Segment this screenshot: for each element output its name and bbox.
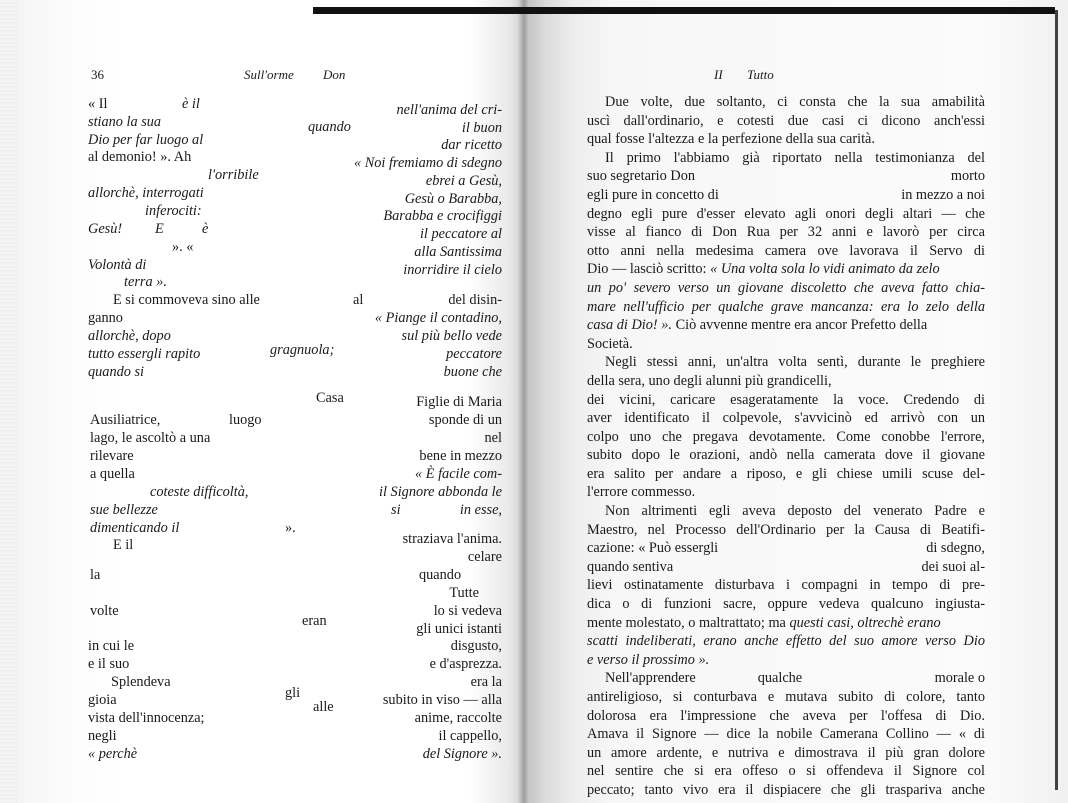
left-text-line: bene in mezzo [419,448,502,464]
left-text-line: subito in viso — alla [382,692,502,708]
body-line: Negli stessi anni, un'altra volta sentì, durante le preghiere [605,354,985,371]
body-line: visse al fianco di Don Rua per 32 anni e lavorò per circa [587,224,985,241]
left-text-line: il Signore abbonda le [379,484,502,500]
left-text-line: E il [113,537,134,553]
body-line: antireligioso, si conturbava e mutava subito di colore, tanto [587,689,985,705]
body-line: Società. [587,335,633,352]
left-text-line: inorridire il cielo [403,262,502,278]
body-line: l'errore commesso. [587,484,696,501]
body-line: dei vicini, caricare esageratamente la voce. Credendo di [587,391,985,408]
left-text-line: buone che [443,364,502,380]
left-text-line: è il [182,96,200,112]
left-text-line: allorchè, dopo [88,328,171,344]
body-line: scatti indeliberati, erano anche effetto del suo amore verso Dio [587,633,985,650]
left-text-line: nell'anima del cri- [396,102,502,118]
left-text-line: nel [484,430,502,446]
left-text-line: « Il [88,96,108,112]
left-text-line: del Signore ». [422,746,502,762]
scan-top-border [313,7,1055,14]
left-text-line: E si commoveva sino alle [113,292,260,308]
left-text-line: « Piange il contadino, [374,310,502,326]
left-text-line: lago, le ascoltò a una [90,430,211,446]
body-line: Il primo l'abbiamo già riportato nella testimonianza del [605,149,985,166]
body-line: della sera, uno degli alunni più grandicelli, [587,372,832,389]
body-line: Maestro, nel Processo dell'Ordinario per la Causa di Beatifi- [587,521,985,538]
left-text-line: luogo [229,412,262,428]
left-text-line: Volontà di [88,257,147,273]
left-text-line: gioia [88,692,117,708]
left-text-line: del disin- [448,292,502,308]
body-line: cazione: « Può essergli di sdegno, [587,540,985,557]
left-text-line: alle [313,699,334,715]
left-text-line: in esse, [459,502,502,518]
body-line: suo segretario Don morto [587,168,985,185]
left-text-line: il peccatore al [419,226,502,242]
left-text-line: era la [470,674,502,690]
body-line: un po' severo verso un giovane discoletto che aveva fatto chia- [587,279,985,296]
body-line: egli pure in concetto di in mezzo a noi [587,186,985,203]
left-text-line: a quella [90,466,135,482]
left-text-line: sponde di un [428,412,502,428]
right-running-head-1: II [714,67,723,82]
left-text-line: il cappello, [438,728,502,744]
left-text-line: inferociti: [145,203,202,219]
left-text-line: negli [88,728,117,744]
left-text-line: quando si [88,364,145,380]
body-line: quando sentiva dei suoi al- [587,558,985,575]
left-text-line: rilevare [90,448,134,464]
left-text-line: « È facile com- [415,466,502,482]
body-line: dica o di funzioni sacre, oppure vedeva qualcuno ingiusta- [587,596,985,613]
body-line: qual fosse l'altezza e la perfezione della sua carità. [587,131,875,148]
left-text-line: terra ». [124,274,167,290]
left-text-line: celare [467,549,502,565]
left-text-line: disgusto, [450,638,502,654]
left-text-line: ebrei a Gesù, [425,173,502,189]
right-running-head-2: Tutto [747,67,774,82]
left-text-line: e d'asprezza. [429,656,502,672]
left-text-line: ». « [172,239,194,255]
left-text-line: dar ricetto [441,137,502,153]
left-text-line: Figlie di Maria [416,394,502,410]
left-text-line: l'orribile [208,167,259,183]
body-line: e verso il prossimo ». [587,651,710,668]
left-text-line: si [391,502,401,518]
body-line: casa di Dio! ». Ciò avvenne mentre era ancor Prefetto della [587,317,928,334]
left-text-line: in cui le [88,638,135,654]
left-text-line: quando [308,119,351,135]
left-text-line: gli [285,685,301,701]
body-line: Amava il Signore — dice la nobile Camerana Collino — « di [587,726,985,743]
body-line: Due volte, due soltanto, ci consta che la sua amabilità [605,94,985,110]
left-page-number: 36 [91,67,104,82]
body-line: era salito per andare a riposo, e gli chiese umili scuse del- [587,465,985,482]
left-text-line: Splendeva [111,674,171,690]
body-line: otto anni nella medesima camera ove lavorava il Servo di [587,242,985,259]
body-line: subito dopo le orazioni, andò nella camerata dove il giovane [587,447,985,464]
left-running-head-1: Sull'orme [244,67,294,82]
left-text-line: e il suo [88,656,130,672]
body-line: degno egli pure d'esser elevato agli onori degli altari — che [587,205,985,222]
left-text-line: lo si vedeva [433,603,502,619]
left-text-line: Dio per far luogo al [88,132,204,148]
body-line: colpo uno che pregava devotamente. Come conobbe l'errore, [587,428,985,445]
scan-right-edge [1055,10,1058,790]
body-line: nel sentire che si era offeso o si offendeva il Signore col [587,763,985,780]
body-line: Nell'apprendere qualche morale o [605,670,985,687]
left-text-line: al demonio! ». Ah [88,149,192,165]
page-edge-shadow [0,0,18,803]
left-text-line: Gesù! [88,221,123,237]
left-text-line: Ausiliatrice, [90,412,161,428]
left-text-line: Barabba e crocifiggi [383,208,502,224]
body-line: mare nell'ufficio per qualche grave mancanza: era lo zelo della [587,298,985,315]
left-text-line: straziava l'anima. [402,531,502,547]
left-text-line: gli unici istanti [416,621,502,637]
left-text-line: è [202,221,209,237]
body-line: dolorosa era l'impressione che aveva per l'offesa di Dio. [587,707,985,724]
left-text-line: stiano la sua [88,114,162,130]
body-line: uscì dall'ordinario, e cotesti due casi ci dicono anch'essi [587,112,985,129]
left-text-line: eran [302,613,327,629]
left-text-line: alla Santissima [414,244,502,260]
body-line: lievi ostinatamente disturbava i compagni in tempo di pre- [587,577,985,594]
left-text-line: sue bellezze [90,502,158,518]
left-text-line: « perchè [88,746,138,762]
left-text-line: allorchè, interrogati [88,185,204,201]
left-text-line: tutto essergli rapito [88,346,201,362]
left-text-line: Gesù o Barabba, [404,191,502,207]
left-text-line: dimenticando il [90,520,180,536]
left-text-line: sul più bello vede [401,328,502,344]
right-page-body [587,93,985,800]
body-line: Non altrimenti egli aveva deposto del venerato Padre e [605,503,985,520]
left-running-head-2: Don [323,67,346,82]
body-line: Dio — lasciò scritto: « Una volta sola lo vidi animato da zelo [587,261,940,278]
left-text-line: gragnuola; [270,342,335,358]
left-text-line: il buon [461,120,502,136]
left-text-line: ganno [88,310,123,326]
left-text-line: al [353,292,364,308]
left-text-line: peccatore [446,346,502,362]
left-text-line: coteste difficoltà, [150,484,249,500]
left-text-line: ». [285,520,296,536]
left-text-line: vista dell'innocenza; [88,710,205,726]
left-text-line: E [155,221,164,237]
left-text-line: la [90,567,101,583]
left-text-line: « Noi fremiamo di sdegno [354,155,502,171]
body-line: un amore ardente, e nutriva e dimostrava il più gran dolore [587,744,985,761]
book-gutter [518,0,530,803]
left-text-line: Tutte [449,585,479,601]
body-line: aver identificato il colpevole, s'avvicinò ed arrivò con un [587,410,985,427]
left-text-line: anime, raccolte [414,710,502,726]
left-text-line: volte [90,603,119,619]
left-text-line: Casa [316,390,344,406]
body-line: mente molestato, o maltrattato; ma questi casi, oltrechè erano [587,614,941,631]
body-line: peccato; tanto vivo era il dispiacere che gli traspariva anche [587,781,985,798]
left-text-line: quando [419,567,462,583]
